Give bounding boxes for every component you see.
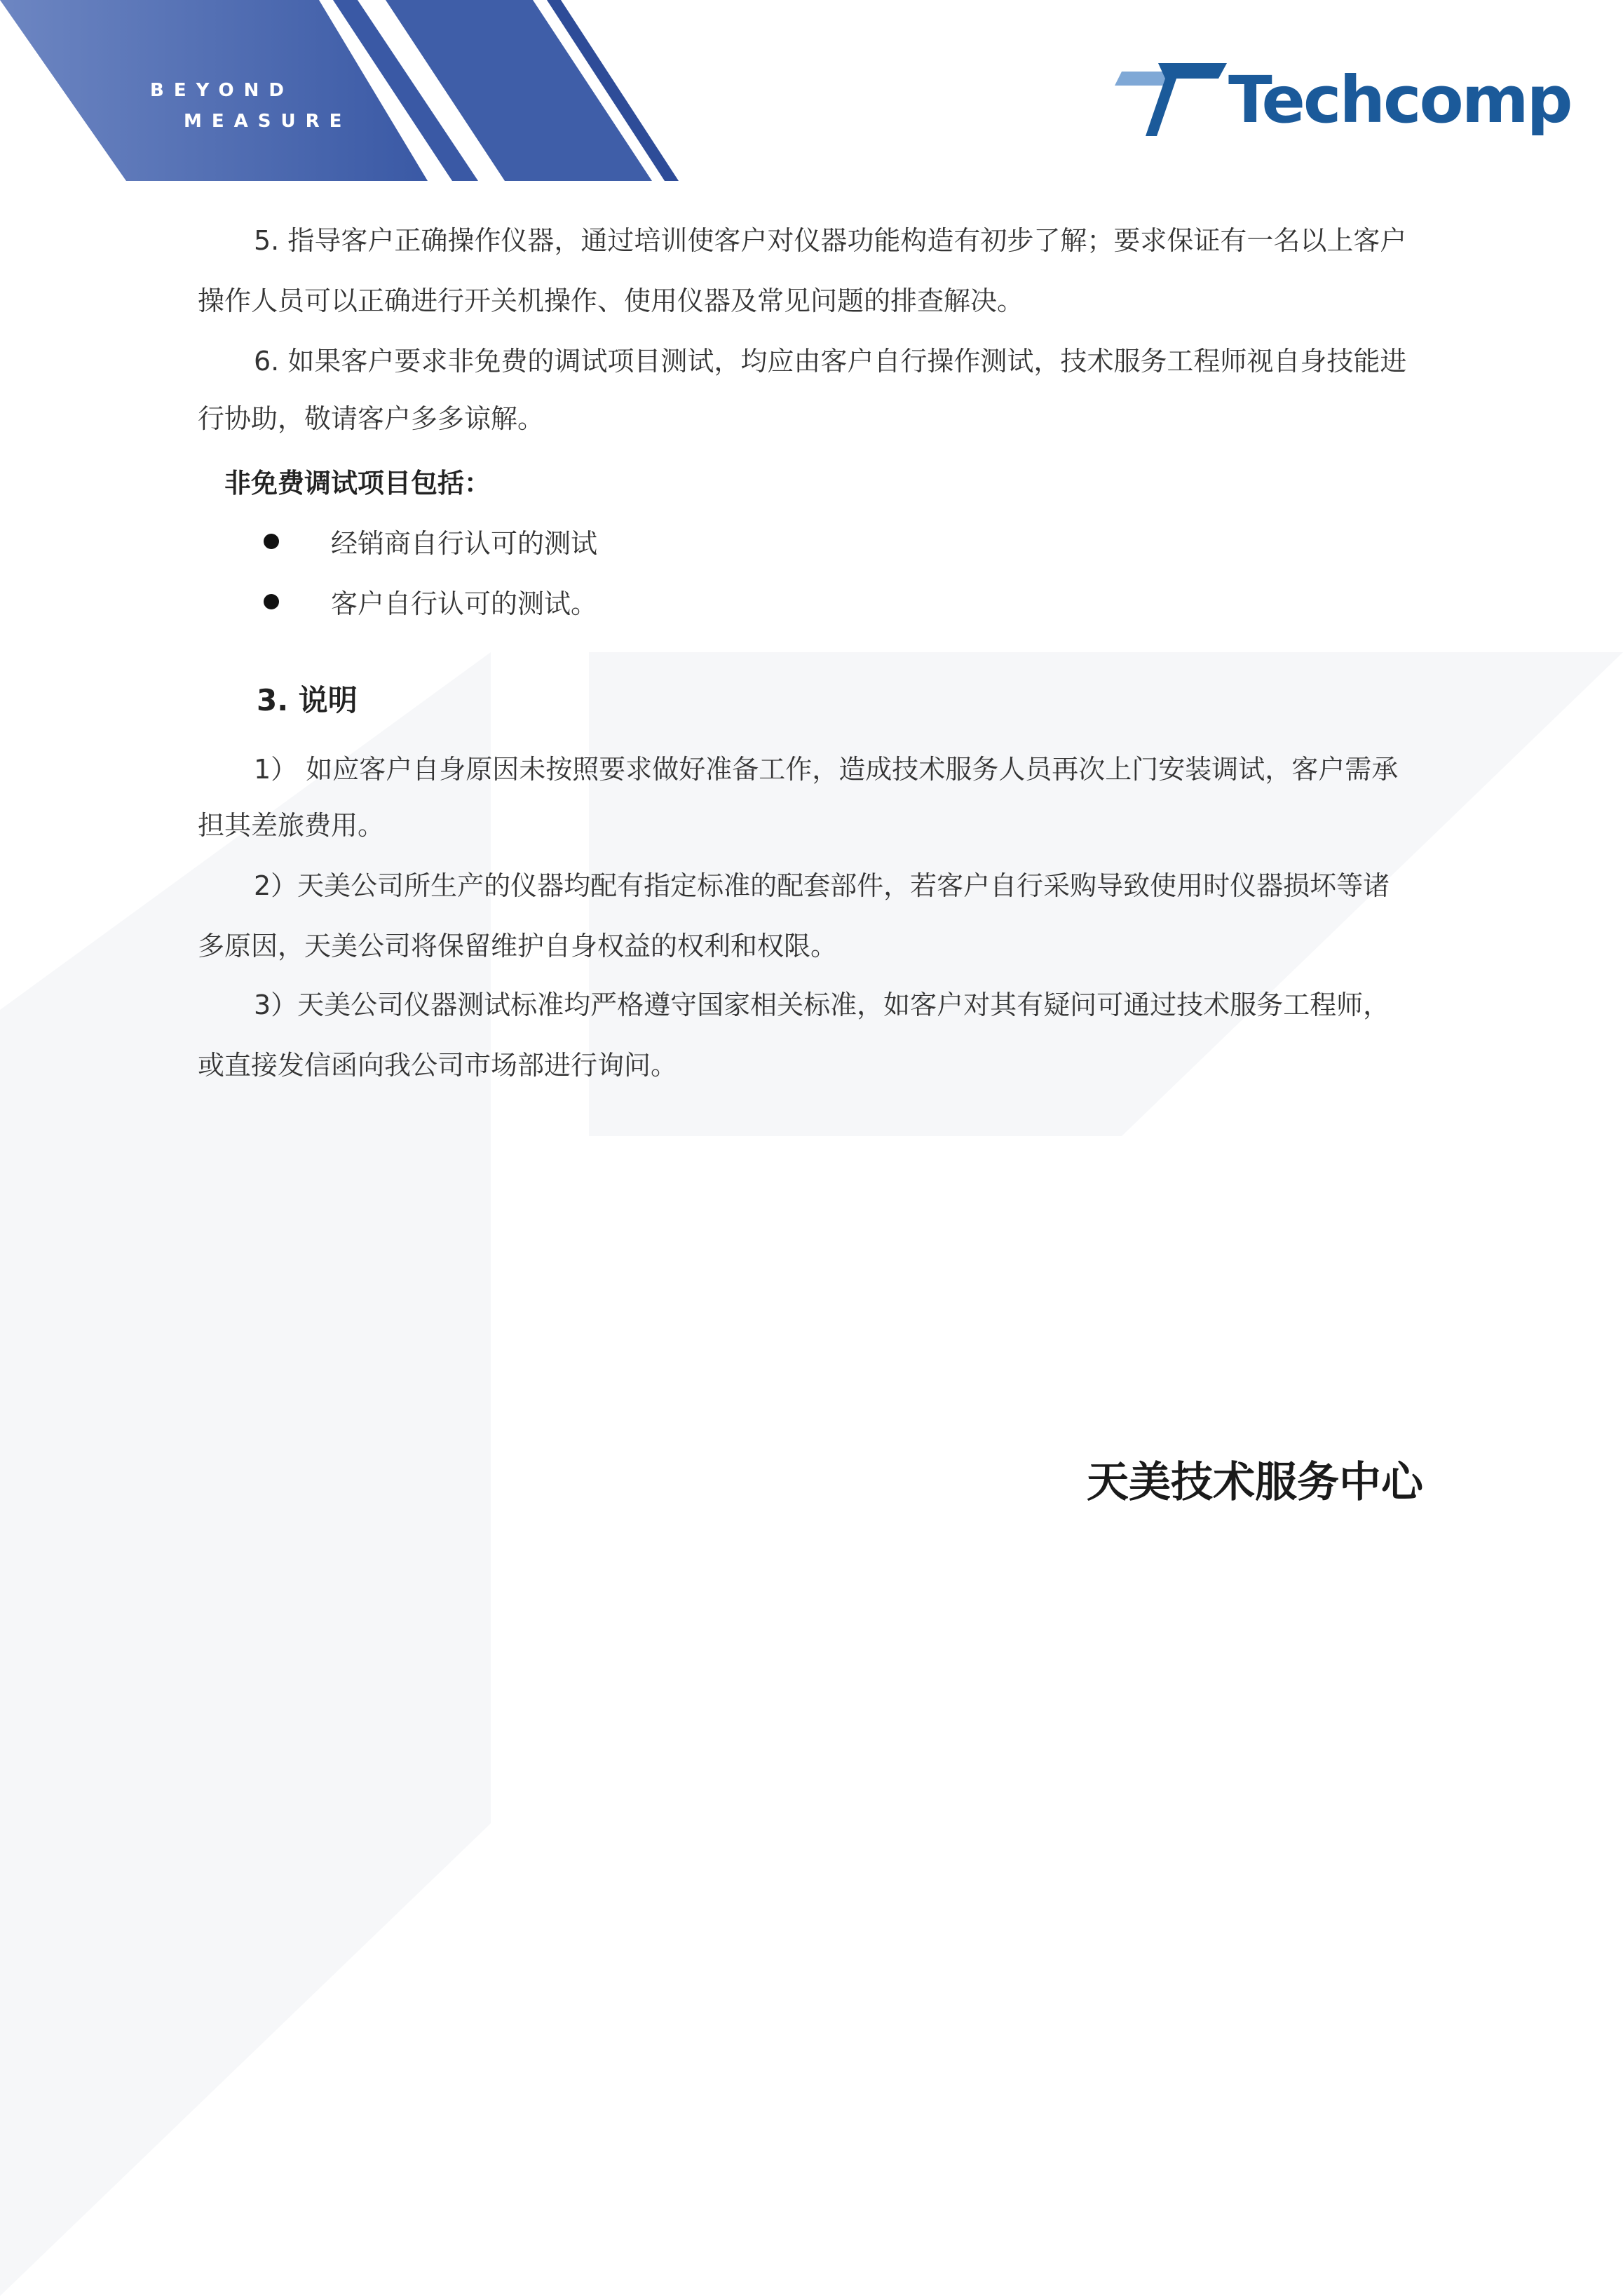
techcomp-logo — [1115, 58, 1570, 142]
header-banner — [0, 0, 687, 182]
bullet-item — [264, 522, 597, 560]
tagline-beyond: BEYOND — [150, 80, 294, 101]
bullet-text: 经销商自行认可的测试 — [331, 528, 598, 559]
bullet-dot-icon — [264, 594, 279, 609]
item-6-line1: 6. 如果客户要求非免费的调试项目测试，均应由客户自行操作测试，技术服务工程师视自身技能进 — [254, 346, 1407, 377]
note-1-line2: 担其差旅费用。 — [198, 810, 385, 841]
item-5-line1: 5. 指导客户正确操作仪器，通过培训使客户对仪器功能构造有初步了解；要求保证有一名以上客户 — [254, 225, 1407, 256]
logo-wordmark: Techcomp — [1228, 62, 1571, 137]
note-2-line2: 多原因，天美公司将保留维护自身权益的权利和权限。 — [198, 931, 838, 961]
techcomp-mark-icon — [1115, 58, 1234, 142]
bullet-text: 客户自行认可的测试。 — [331, 588, 598, 619]
note-3-line2: 或直接发信函向我公司市场部进行询问。 — [198, 1050, 678, 1081]
non-free-heading: 非免费调试项目包括： — [224, 468, 491, 499]
note-1-line1: 1） 如应客户自身原因未按照要求做好准备工作，造成技术服务人员再次上门安装调试，客户需承 — [254, 754, 1399, 785]
bullet-item — [264, 582, 597, 621]
bullet-dot-icon — [264, 534, 279, 549]
tagline-measure: MEASURE — [184, 111, 352, 132]
section-heading-notes: 3. 说明 — [257, 683, 358, 717]
note-3-line1: 3）天美公司仪器测试标准均严格遵守国家相关标准，如客户对其有疑问可通过技术服务工程师， — [254, 990, 1390, 1020]
signature: 天美技术服务中心 — [1087, 1458, 1423, 1507]
note-2-line1: 2）天美公司所生产的仪器均配有指定标准的配套部件，若客户自行采购导致使用时仪器损坏等诸 — [254, 870, 1390, 901]
item-6-line2: 行协助，敬请客户多多谅解。 — [198, 403, 545, 434]
item-5-line2: 操作人员可以正确进行开关机操作、使用仪器及常见问题的排查解决。 — [198, 285, 1024, 316]
